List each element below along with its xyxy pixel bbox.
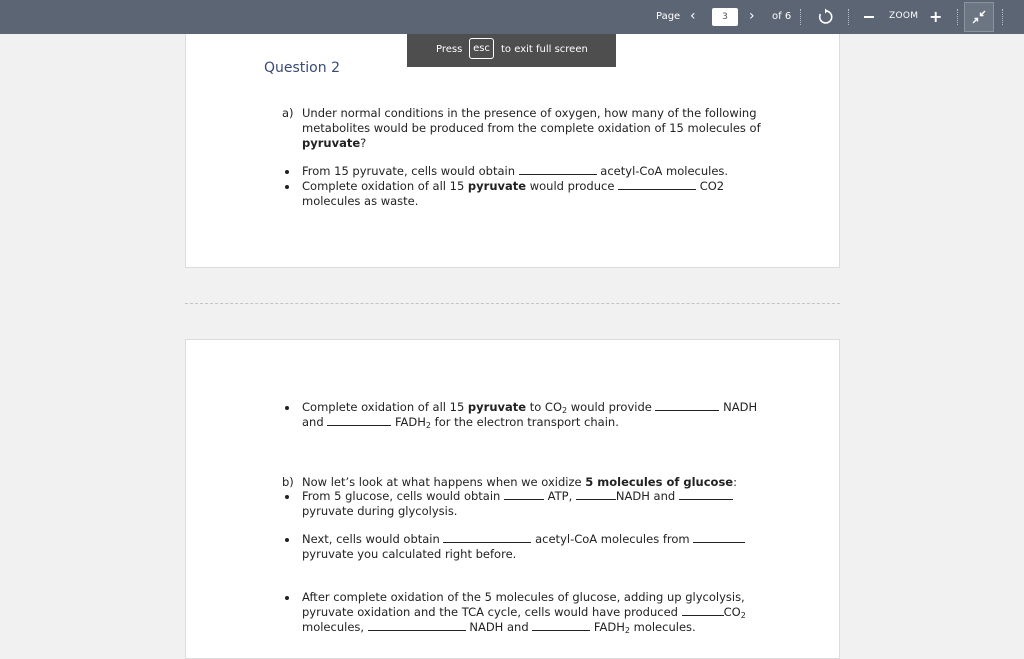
answer-blank <box>327 415 391 426</box>
bullet <box>285 406 289 410</box>
toolbar-divider <box>848 9 849 25</box>
toolbar-divider <box>957 9 958 25</box>
text-span: to CO <box>526 400 562 414</box>
part-b-bullet1-line2: pyruvate during glycolysis. <box>302 504 458 518</box>
part-b-marker: b) <box>282 475 294 489</box>
part-b-bullet3-line2 <box>302 605 746 620</box>
text-span: would provide <box>567 400 656 414</box>
part-a-bullet2-line2: molecules as waste. <box>302 194 419 208</box>
text-span: ATP, <box>544 489 576 503</box>
text-span: ? <box>360 136 367 150</box>
notice-rest-text: to exit full screen <box>501 44 588 55</box>
chevron-left-icon[interactable]: ‹ <box>690 8 696 24</box>
document-page-1 <box>185 34 840 268</box>
notice-press-text: Press <box>436 44 463 55</box>
part-b-bullet1 <box>302 489 733 504</box>
question-title: Question 2 <box>264 60 340 76</box>
part-b-bullet2 <box>302 532 745 547</box>
part-a-marker: a) <box>282 106 294 120</box>
answer-blank <box>532 620 590 631</box>
zoom-in-icon[interactable]: + <box>929 7 943 26</box>
answer-blank <box>682 605 724 616</box>
part-b-bullet3-line1: After complete oxidation of the 5 molecules of glucose, adding up glycolysis, <box>302 590 745 604</box>
bullet <box>285 495 289 499</box>
part-a-bullet1 <box>302 164 728 179</box>
text-span: NADH <box>719 400 758 414</box>
document-page-2 <box>185 339 840 659</box>
text-span: NADH and <box>465 620 533 634</box>
top-toolbar <box>0 0 1024 34</box>
toolbar-divider <box>1002 9 1003 25</box>
collapse-icon <box>972 10 986 24</box>
zoom-out-icon[interactable] <box>864 16 874 18</box>
answer-blank <box>655 400 719 411</box>
page2-bullet-line2 <box>302 415 619 430</box>
chevron-right-icon[interactable]: › <box>749 8 755 24</box>
text-span: for the electron transport chain. <box>430 415 619 429</box>
bullet <box>285 185 289 189</box>
page-divider <box>185 303 840 304</box>
text-span: molecules. <box>629 620 696 634</box>
part-b-bullet3-line3 <box>302 620 696 635</box>
text-span: FADH <box>590 620 625 634</box>
subscript: 2 <box>624 626 630 635</box>
part-a-line3 <box>302 136 366 151</box>
subscript: 2 <box>425 421 431 430</box>
toolbar-divider <box>800 9 801 25</box>
answer-blank <box>443 532 531 543</box>
part-a-line1: Under normal conditions in the presence of oxygen, how many of the following <box>302 106 757 120</box>
bullet <box>285 538 289 542</box>
exit-fullscreen-notice <box>407 34 616 67</box>
bold-text: 5 molecules of glucose <box>585 475 734 489</box>
text-span: would produce <box>526 179 619 193</box>
text-span: FADH <box>391 415 426 429</box>
text-span: molecules, <box>302 620 368 634</box>
answer-blank <box>504 489 544 500</box>
bullet <box>285 170 289 174</box>
answer-blank <box>679 489 733 500</box>
answer-blank <box>576 489 616 500</box>
bold-text: pyruvate <box>467 179 527 193</box>
text-span: From 5 glucose, cells would obtain <box>302 489 504 503</box>
esc-key-badge: esc <box>469 38 494 59</box>
answer-blank <box>368 620 466 631</box>
part-b-bullet2-line2: pyruvate you calculated right before. <box>302 547 517 561</box>
part-a-bullet2 <box>302 179 724 194</box>
page-count-label: of 6 <box>772 11 792 22</box>
answer-blank <box>519 164 597 175</box>
text-span: and <box>302 415 328 429</box>
text-span: Next, cells would obtain <box>302 532 444 546</box>
part-a-line2: metabolites would be produced from the complete oxidation of 15 molecules of <box>302 121 761 135</box>
refresh-icon[interactable] <box>816 8 834 26</box>
text-span: From 15 pyruvate, cells would obtain <box>302 164 519 178</box>
text-span: CO2 <box>696 179 725 193</box>
subscript: 2 <box>562 406 568 415</box>
text-span: Complete oxidation of all 15 <box>302 400 468 414</box>
text-span: Now let’s look at what happens when we oxidize <box>302 475 586 489</box>
subscript: 2 <box>740 611 746 620</box>
text-span: acetyl-CoA molecules. <box>596 164 729 178</box>
text-span: Complete oxidation of all 15 <box>302 179 468 193</box>
bold-text: pyruvate <box>467 400 527 414</box>
exit-fullscreen-button[interactable] <box>964 2 994 32</box>
bullet <box>285 596 289 600</box>
page-number-input[interactable]: 3 <box>712 8 738 26</box>
answer-blank <box>693 532 745 543</box>
text-span: acetyl-CoA molecules from <box>531 532 694 546</box>
part-b-intro <box>302 475 737 490</box>
text-span: pyruvate oxidation and the TCA cycle, cells would have produced <box>302 605 682 619</box>
bold-text: pyruvate <box>302 136 361 150</box>
page-label: Page <box>656 11 681 22</box>
zoom-label: ZOOM <box>889 11 919 21</box>
text-span: CO <box>723 605 741 619</box>
text-span: NADH and <box>615 489 679 503</box>
page2-bullet-line1 <box>302 400 757 415</box>
text-span: : <box>733 475 737 489</box>
answer-blank <box>618 179 696 190</box>
